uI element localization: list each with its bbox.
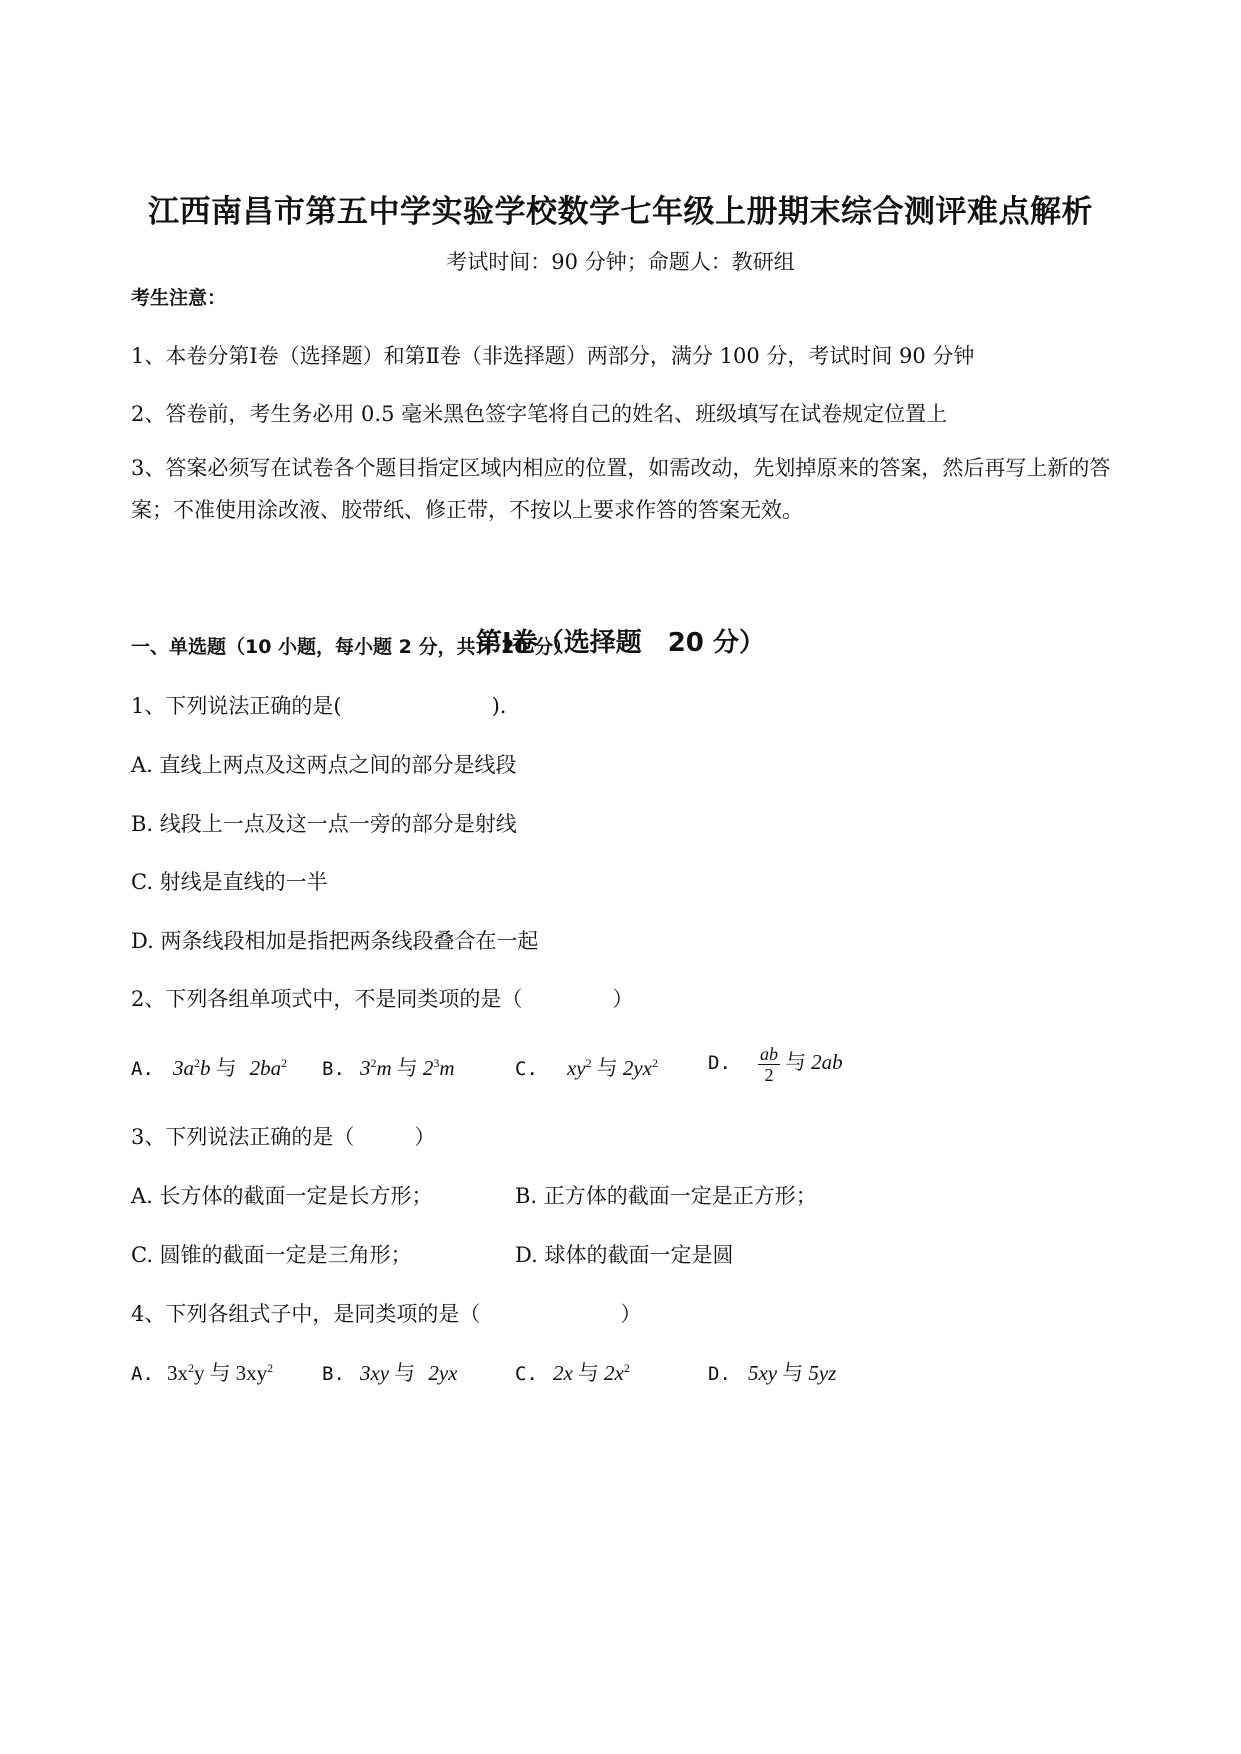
question-4-option-c: C. 2x 与 $2x^2$: [515, 1361, 630, 1385]
question-2-stem: [131, 983, 633, 1013]
question-4-stem: [131, 1298, 641, 1328]
connector-text: 与: [215, 1056, 237, 1080]
question-3-option-d: D. 球体的截面一定是圆: [515, 1243, 734, 1267]
question-4-stem-start: 4、下列各组式子中，是同类项的是（: [131, 1302, 481, 1326]
question-1-stem: [131, 690, 506, 720]
question-2-option-c: C. $xy^2$ 与 $2yx^2$: [515, 1056, 658, 1080]
question-2-stem-start: 2、下列各组单项式中，不是同类项的是（: [131, 987, 523, 1011]
fraction: $\frac{ab}{2}$: [759, 1044, 778, 1085]
section-title: 第Ⅰ卷（选择题 20 分）: [476, 628, 765, 658]
notice-item-2: 2、答卷前，考生务必用 0.5 毫米黑色签字笔将自己的姓名、班级填写在试卷规定位置上: [131, 402, 948, 426]
connector-text: 与: [396, 1056, 418, 1080]
notice-heading: 考生注意：: [131, 287, 227, 309]
notice-item-3: 3、答案必须写在试卷各个题目指定区域内相应的位置，如需改动，先划掉原来的答案，然后再写上新的答案；不准使用涂改液、胶带纸、修正带，不按以上要求作答的答案无效。: [131, 456, 1111, 522]
exam-subtitle: 考试时间：90 分钟；命题人：教研组: [446, 250, 795, 274]
connector-text: 与: [596, 1056, 618, 1080]
question-1-option-b: B. 线段上一点及这一点一旁的部分是射线: [131, 812, 517, 836]
connector-text: 与: [785, 1050, 807, 1074]
option-label: D.: [708, 1363, 731, 1385]
question-3-stem-end: ）: [414, 1125, 436, 1149]
question-3-option-a: A. 长方体的截面一定是长方形；: [131, 1184, 433, 1208]
option-label: B.: [322, 1363, 345, 1385]
question-3-option-b: B. 正方体的截面一定是正方形；: [515, 1184, 817, 1208]
connector-text: 与: [782, 1361, 804, 1385]
option-label: D.: [708, 1052, 731, 1074]
question-4-option-b: B. 3xy 与 2yx: [322, 1361, 458, 1385]
question-4-option-a: A. $3x^2y$ 与 $3xy^2$: [131, 1361, 274, 1385]
question-3-option-c: C. 圆锥的截面一定是三角形；: [131, 1243, 412, 1267]
option-label: B.: [322, 1058, 345, 1080]
question-3-stem-start: 3、下列说法正确的是（: [131, 1125, 355, 1149]
option-label: C.: [515, 1058, 538, 1080]
connector-text: 与: [209, 1361, 231, 1385]
question-1-stem-end: ).: [491, 694, 507, 718]
option-label: C.: [515, 1363, 538, 1385]
question-4-option-d: D. 5xy 与 5yz: [708, 1361, 837, 1385]
option-label: A.: [131, 1058, 154, 1080]
question-1-option-a: A. 直线上两点及这两点之间的部分是线段: [131, 753, 517, 777]
question-1-option-c: C. 射线是直线的一半: [131, 870, 328, 894]
question-3-stem: [131, 1121, 435, 1151]
part-heading: 一、单选题（10 小题，每小题 2 分，共计 20 分）: [131, 636, 573, 658]
question-1-option-d: D. 两条线段相加是指把两条线段叠合在一起: [131, 929, 539, 953]
option-label: A.: [131, 1363, 154, 1385]
question-4-stem-end: ）: [620, 1302, 642, 1326]
connector-text: 与: [577, 1361, 599, 1385]
question-2-stem-end: ）: [612, 987, 634, 1011]
question-2-option-d: D. $\frac{ab}{2}$ 与 2ab: [708, 1044, 843, 1085]
question-1-stem-start: 1、下列说法正确的是(: [131, 694, 342, 718]
question-2-option-b: B. $3^2m$ 与 $2^3m$: [322, 1056, 455, 1080]
question-2-option-a: A. $3a^2b$ 与 $2ba^2$: [131, 1056, 288, 1080]
exam-title: 江西南昌市第五中学实验学校数学七年级上册期末综合测评难点解析: [148, 194, 1093, 230]
notice-item-1: 1、本卷分第Ⅰ卷（选择题）和第Ⅱ卷（非选择题）两部分，满分 100 分，考试时间 90 分钟: [131, 344, 975, 368]
connector-text: 与: [394, 1361, 416, 1385]
